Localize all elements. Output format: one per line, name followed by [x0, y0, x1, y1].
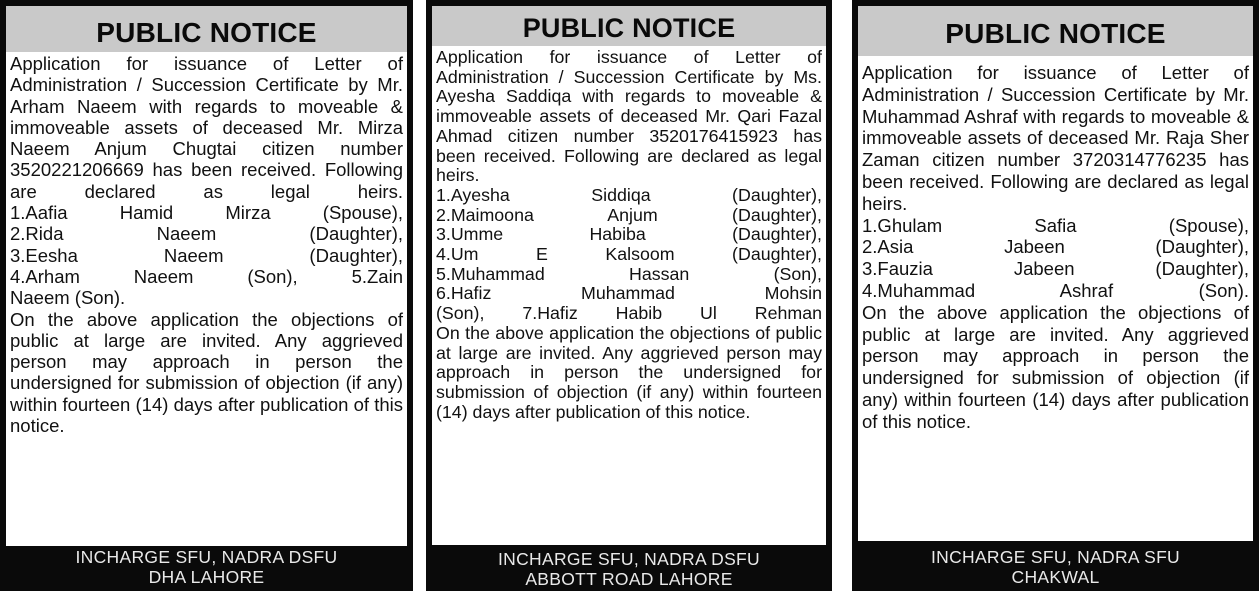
- legal-heirs-list: [862, 215, 1249, 302]
- heir-item: 3.Eesha Naeem (Daughter),: [10, 244, 403, 266]
- notice-footer: [426, 545, 832, 591]
- footer-office: INCHARGE SFU, NADRA DSFU: [75, 547, 338, 567]
- heir-item: 1.Ayesha Siddiqa (Daughter),: [436, 184, 822, 205]
- notice-closing: On the above application the objections of public at large are invited. Any aggrieved person may approach in person the undersigned for submission of objection (if any) within fourteen (14) days after publication of this notice.: [862, 301, 1249, 432]
- notice-closing: On the above application the objections of public at large are invited. Any aggrieved person may approach in person the undersigned for submission of objection (if any) within fourteen (14) days after publication of this notice.: [436, 322, 822, 422]
- footer-location: CHAKWAL: [1011, 567, 1100, 587]
- heir-item: 4.Arham Naeem (Son), 5.Zain: [10, 265, 403, 287]
- heir-item: 3.Umme Habiba (Daughter),: [436, 224, 822, 245]
- public-notice-dha-lahore: [0, 0, 413, 591]
- heir-item: 1.Aafia Hamid Mirza (Spouse),: [10, 202, 403, 224]
- footer-office: INCHARGE SFU, NADRA SFU: [930, 547, 1180, 567]
- notice-title: PUBLIC NOTICE: [858, 6, 1253, 56]
- legal-heirs-list: [10, 202, 403, 308]
- legal-heirs-list: [436, 186, 822, 324]
- heir-item: 6.Hafiz Muhammad Mohsin: [436, 283, 822, 304]
- public-notice-abbott-road-lahore: [426, 0, 832, 591]
- public-notice-chakwal: [852, 0, 1259, 591]
- notice-footer: [852, 541, 1259, 591]
- notice-body: [858, 56, 1253, 541]
- notice-body: [432, 46, 826, 545]
- heir-item: 4.Um E Kalsoom (Daughter),: [436, 244, 822, 265]
- heir-item: 2.Asia Jabeen (Daughter),: [862, 236, 1249, 258]
- notice-intro: Application for issuance of Letter of Administration / Succession Certificate by Mr. Arham Naeem with regards to moveable & immoveable assets of deceased Mr. Mirza Naeem Anjum Chugtai citizen number 3520221206669 has been received. Following are declared as legal heirs.: [10, 53, 403, 202]
- heir-item: 2.Rida Naeem (Daughter),: [10, 223, 403, 245]
- heir-item: 4.Muhammad Ashraf (Son).: [862, 279, 1249, 301]
- heir-item: 2.Maimoona Anjum (Daughter),: [436, 204, 822, 225]
- notice-body: [6, 52, 407, 546]
- heir-item: Naeem (Son).: [10, 287, 126, 309]
- notice-intro: Application for issuance of Letter of Administration / Succession Certificate by Ms. Ayesha Saddiqa with regards to moveable & immoveable assets of deceased Mr. Qari Fazal Ahmad citizen number 3520176415923 has been received. Following are declared as legal heirs.: [436, 47, 822, 186]
- footer-location: ABBOTT ROAD LAHORE: [525, 569, 733, 589]
- notice-footer: [0, 546, 413, 591]
- heir-item: 3.Fauzia Jabeen (Daughter),: [862, 258, 1249, 280]
- notice-intro: Application for issuance of Letter of Administration / Succession Certificate by Mr. Muhammad Ashraf with regards to moveable & immoveable assets of deceased Mr. Raja Sher Zaman citizen number 3720314776235 has been received. Following are declared as legal heirs.: [862, 62, 1249, 214]
- heir-item: (Son), 7.Hafiz Habib Ul Rehman: [436, 303, 822, 324]
- notice-title: PUBLIC NOTICE: [6, 6, 407, 52]
- heir-item: 1.Ghulam Safia (Spouse),: [862, 214, 1249, 236]
- notice-title: PUBLIC NOTICE: [432, 6, 826, 46]
- notice-closing: On the above application the objections of public at large are invited. Any aggrieved person may approach in person the undersigned for submission of objection (if any) within fourteen (14) days after publication of this notice.: [10, 308, 403, 437]
- heir-item: 5.Muhammad Hassan (Son),: [436, 263, 822, 284]
- footer-location: DHA LAHORE: [148, 567, 265, 587]
- footer-office: INCHARGE SFU, NADRA DSFU: [498, 549, 760, 569]
